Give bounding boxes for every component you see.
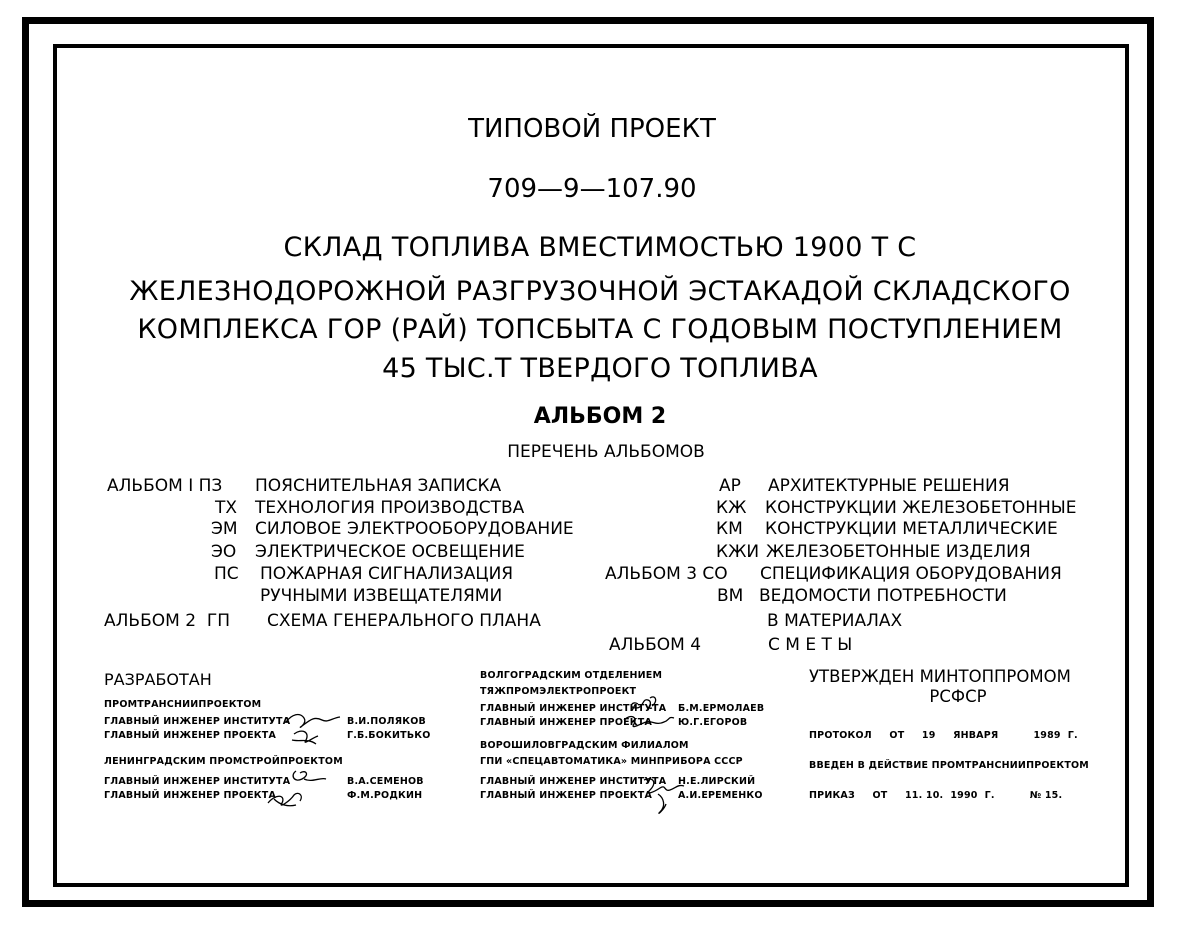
- org-name: ГПИ «СПЕЦАВТОМАТИКА» МИНПРИБОРА СССР: [480, 756, 743, 767]
- title-line-4: 45 ТЫС.Т ТВЕРДОГО ТОПЛИВА: [382, 353, 818, 384]
- album-code: ЭМ: [211, 519, 238, 539]
- album-code: ЭО: [211, 542, 237, 562]
- album-code: ВМ: [717, 586, 744, 606]
- project-number: 709—9—107.90: [487, 174, 697, 204]
- album-label-text: АЛЬБОМ 3: [605, 564, 698, 584]
- order-line: ПРИКАЗ ОТ 11. 10. 1990 Г. № 15.: [809, 790, 1063, 801]
- list-item-name: ТЕХНОЛОГИЯ ПРОИЗВОДСТВА: [255, 498, 525, 518]
- list-item-name: СПЕЦИФИКАЦИЯ ОБОРУДОВАНИЯ: [760, 564, 1062, 584]
- album-code: ПЗ: [198, 476, 223, 496]
- list-item-name: ЖЕЛЕЗОБЕТОННЫЕ ИЗДЕЛИЯ: [766, 542, 1031, 562]
- person-name: Н.Е.ЛИРСКИЙ: [678, 776, 756, 787]
- introduced-line: ВВЕДЕН В ДЕЙСТВИЕ ПРОМТРАНСНИИПРОЕКТОМ: [809, 760, 1089, 771]
- list-item-name: АРХИТЕКТУРНЫЕ РЕШЕНИЯ: [768, 476, 1010, 496]
- album-heading: АЛЬБОМ 2: [533, 404, 667, 429]
- title-line-1: СКЛАД ТОПЛИВА ВМЕСТИМОСТЬЮ 1900 Т С: [283, 232, 917, 263]
- list-item-name: РУЧНЫМИ ИЗВЕЩАТЕЛЯМИ: [260, 586, 503, 606]
- list-item-name: В МАТЕРИАЛАХ: [767, 611, 903, 631]
- org-name: ВОЛГОГРАДСКИМ ОТДЕЛЕНИЕМ: [480, 670, 663, 681]
- org-name: ВОРОШИЛОВГРАДСКИМ ФИЛИАЛОМ: [480, 740, 689, 751]
- list-item-name: С М Е Т Ы: [768, 635, 853, 655]
- album-label-text: АЛЬБОМ 2: [104, 611, 197, 631]
- protocol-line: ПРОТОКОЛ ОТ 19 ЯНВАРЯ 1989 Г.: [809, 730, 1078, 741]
- list-item-name: ЭЛЕКТРИЧЕСКОЕ ОСВЕЩЕНИЕ: [255, 542, 525, 562]
- role-label: ГЛАВНЫЙ ИНЖЕНЕР ИНСТИТУТА: [104, 776, 291, 787]
- album-label: [605, 566, 728, 583]
- album-code: КЖИ: [716, 542, 760, 562]
- album-code: ГП: [206, 611, 230, 631]
- approved-heading: УТВЕРЖДЕН МИНТОППРОМОМ: [809, 667, 1071, 686]
- album-code: СО: [702, 564, 728, 584]
- list-item-name: СИЛОВОЕ ЭЛЕКТРООБОРУДОВАНИЕ: [255, 519, 574, 539]
- list-item-name: КОНСТРУКЦИИ ЖЕЛЕЗОБЕТОННЫЕ: [765, 498, 1077, 518]
- album-label: АЛЬБОМ 4: [609, 635, 702, 655]
- org-name: ТЯЖПРОМЭЛЕКТРОПРОЕКТ: [480, 686, 637, 697]
- approved-heading-2: РСФСР: [929, 687, 987, 706]
- role-label: ГЛАВНЫЙ ИНЖЕНЕР ПРОЕКТА: [104, 730, 276, 741]
- list-item: [107, 478, 222, 495]
- signature-image: [634, 772, 690, 818]
- signature-image: [260, 765, 332, 811]
- role-label: ГЛАВНЫЙ ИНЖЕНЕР ИНСТИТУТА: [480, 776, 667, 787]
- developed-heading: РАЗРАБОТАН: [104, 670, 212, 689]
- role-label: ГЛАВНЫЙ ИНЖЕНЕР ИНСТИТУТА: [480, 703, 667, 714]
- list-item-name: ВЕДОМОСТИ ПОТРЕБНОСТИ: [759, 586, 1007, 606]
- signature-image: [618, 692, 678, 736]
- person-name: В.И.ПОЛЯКОВ: [347, 716, 426, 727]
- album-code: АР: [719, 476, 741, 496]
- album-label: [104, 613, 230, 630]
- album-code: ТХ: [215, 498, 238, 518]
- list-item-name: ПОЖАРНАЯ СИГНАЛИЗАЦИЯ: [260, 564, 514, 584]
- role-label: ГЛАВНЫЙ ИНЖЕНЕР ПРОЕКТА: [480, 790, 652, 801]
- title-line-3: КОМПЛЕКСА ГОР (РАЙ) ТОПСБЫТА С ГОДОВЫМ ПОСТУПЛЕНИЕМ: [137, 314, 1063, 345]
- role-label: ГЛАВНЫЙ ИНЖЕНЕР ПРОЕКТА: [480, 717, 652, 728]
- person-name: Г.Б.БОКИТЬКО: [347, 730, 431, 741]
- album-list-title: ПЕРЕЧЕНЬ АЛЬБОМОВ: [507, 442, 705, 462]
- person-name: Ю.Г.ЕГОРОВ: [678, 717, 748, 728]
- role-label: ГЛАВНЫЙ ИНЖЕНЕР ИНСТИТУТА: [104, 716, 291, 727]
- list-item-name: ПОЯСНИТЕЛЬНАЯ ЗАПИСКА: [255, 476, 502, 496]
- title-line-2: ЖЕЛЕЗНОДОРОЖНОЙ РАЗГРУЗОЧНОЙ ЭСТАКАДОЙ СКЛАДСКОГО: [129, 276, 1071, 307]
- list-item-name: СХЕМА ГЕНЕРАЛЬНОГО ПЛАНА: [267, 611, 541, 631]
- person-name: А.И.ЕРЕМЕНКО: [678, 790, 763, 801]
- album-code: КМ: [716, 519, 743, 539]
- org-name: ЛЕНИНГРАДСКИМ ПРОМСТРОЙПРОЕКТОМ: [104, 756, 343, 767]
- person-name: В.А.СЕМЕНОВ: [347, 776, 424, 787]
- signature-image: [282, 708, 346, 748]
- album-label: АЛЬБОМ I: [107, 476, 194, 496]
- list-item-name: КОНСТРУКЦИИ МЕТАЛЛИЧЕСКИЕ: [765, 519, 1058, 539]
- org-name: ПРОМТРАНСНИИПРОЕКТОМ: [104, 699, 262, 710]
- person-name: Ф.М.РОДКИН: [347, 790, 423, 801]
- role-label: ГЛАВНЫЙ ИНЖЕНЕР ПРОЕКТА: [104, 790, 276, 801]
- type-line: ТИПОВОЙ ПРОЕКТ: [468, 114, 716, 144]
- person-name: Б.М.ЕРМОЛАЕВ: [678, 703, 765, 714]
- album-code: ПС: [214, 564, 239, 584]
- album-code: КЖ: [716, 498, 747, 518]
